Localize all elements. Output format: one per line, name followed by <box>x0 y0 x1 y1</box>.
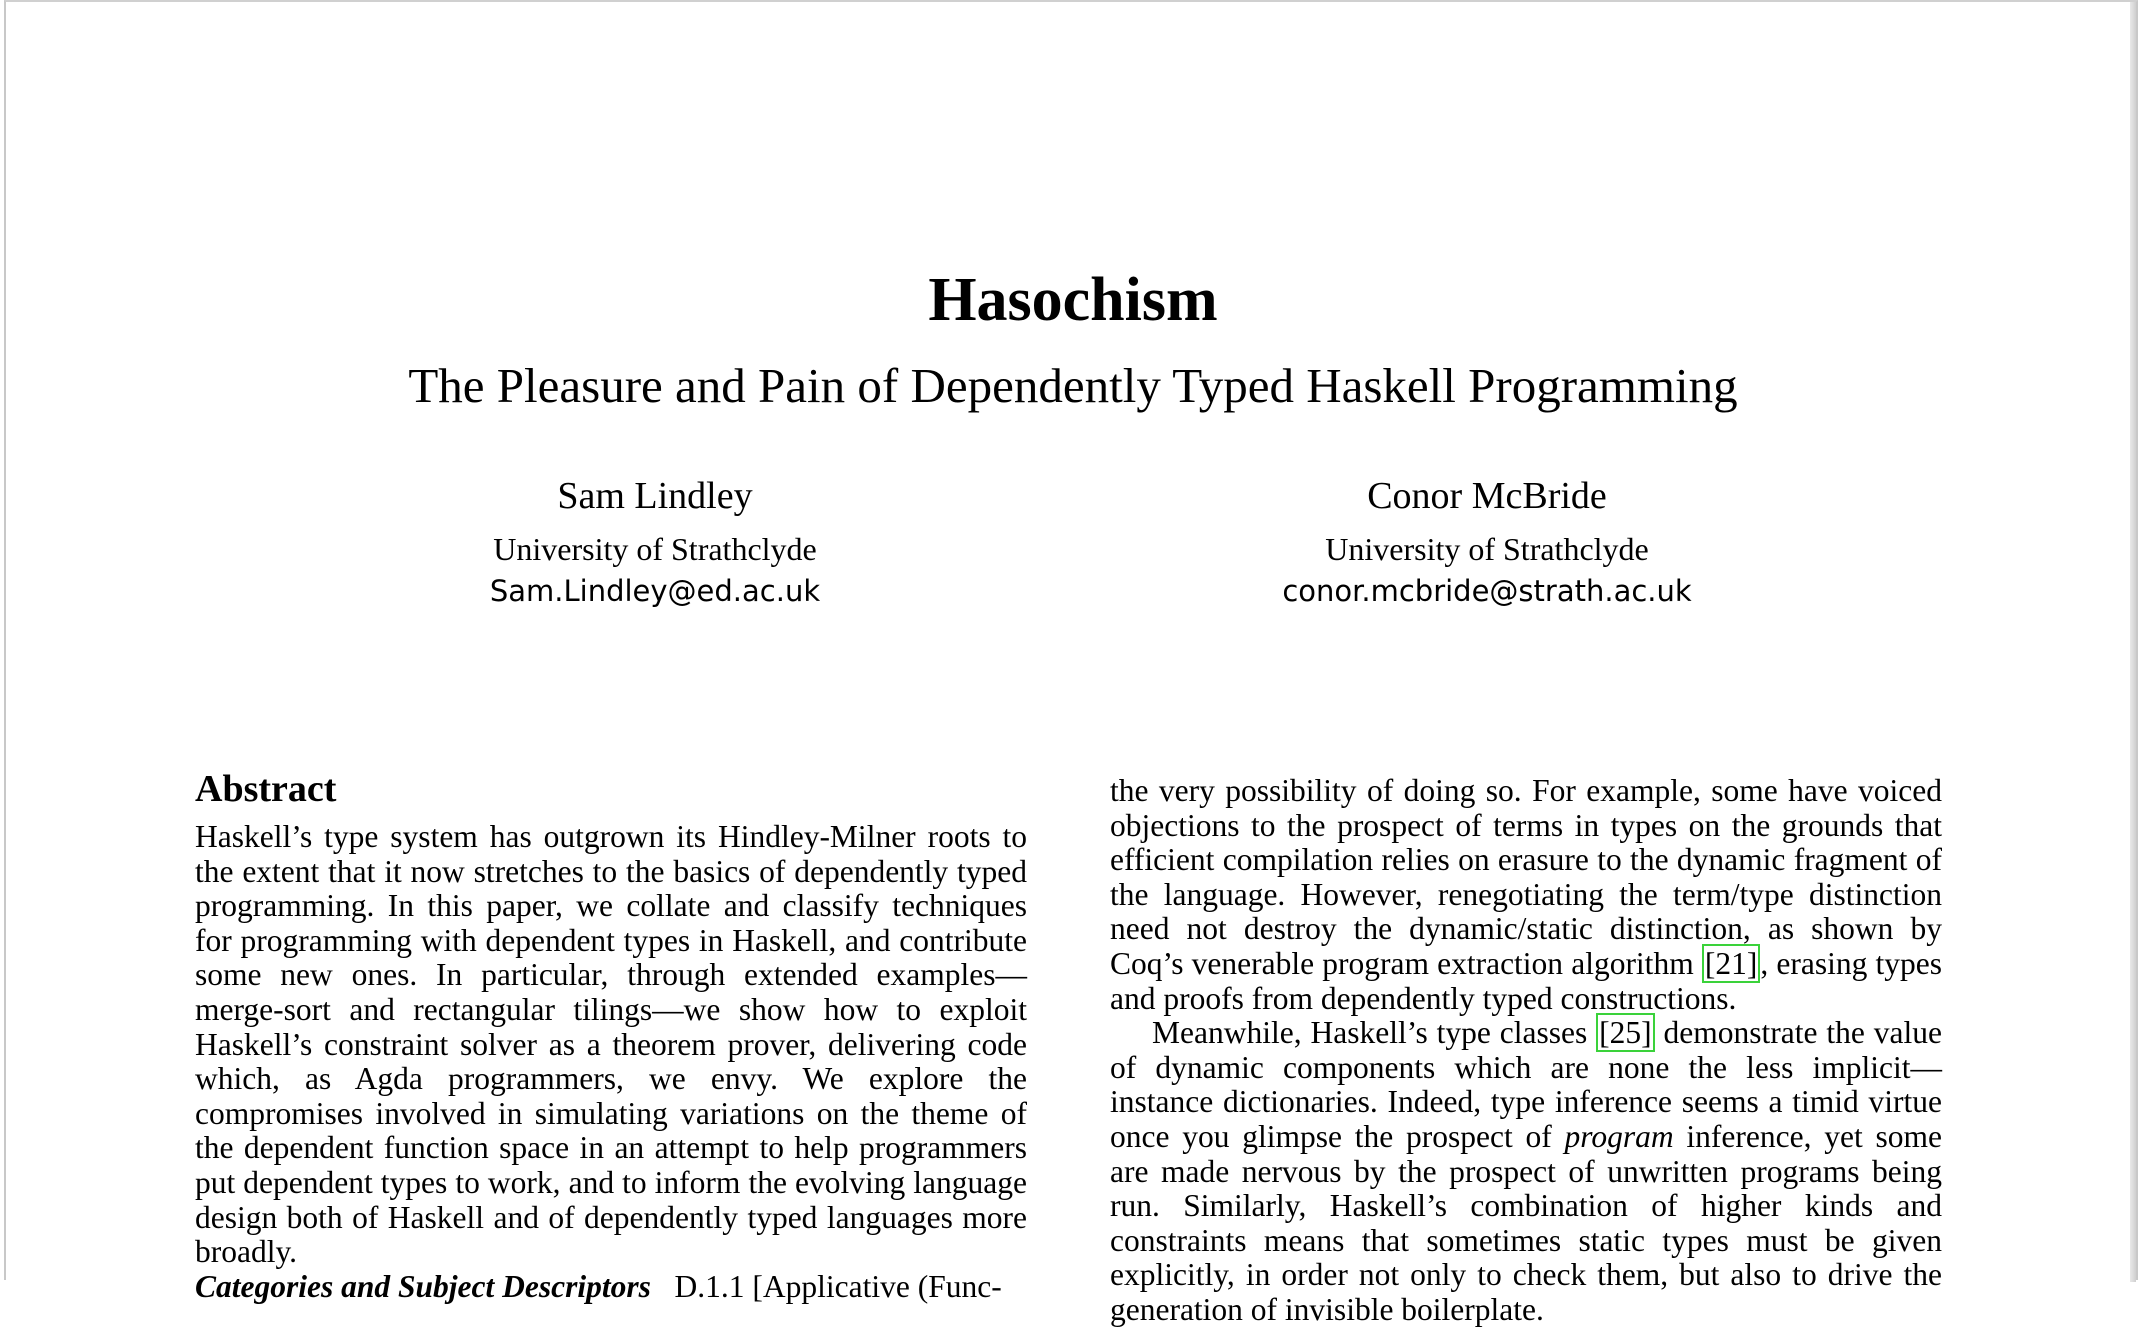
left-column <box>195 764 1027 1304</box>
author-affiliation: University of Strathclyde <box>493 531 817 567</box>
abstract-heading: Abstract <box>195 768 337 810</box>
abstract-text: Haskell’s type system has outgrown its Hindley-Milner roots to the extent that it now stretches to the basics of dependently typed programming. In this paper, we collate and classify techniques for programming with dependent types in Haskell, and contribute some new ones. In particular, through extended examples—merge-sort and rectangular tilings—we show how to exploit Haskell’s constraint solver as a theorem prover, delivering code which, as Agda programmers, we envy. We explore the compromises involved in simulating variations on the theme of the dependent function space in an attempt to help programmers put dependent types to work, and to inform the evolving language design both of Haskell and of dependently typed languages more broadly. <box>195 819 1027 1270</box>
author-block-2 <box>1137 470 1837 612</box>
author-email: conor.mcbride@strath.ac.uk <box>1282 574 1692 608</box>
emphasis-text: program <box>1564 1118 1674 1154</box>
categories-text: D.1.1 [Applicative (Func- <box>674 1268 1002 1304</box>
citation-link-25[interactable]: [25] <box>1596 1013 1654 1052</box>
paper-subtitle: The Pleasure and Pain of Dependently Typed Haskell Programming <box>408 358 1738 413</box>
author-email: Sam.Lindley@ed.ac.uk <box>489 574 821 608</box>
categories-lead: Categories and Subject Descriptors <box>195 1268 651 1304</box>
author-affiliation: University of Strathclyde <box>1325 531 1649 567</box>
author-name: Conor McBride <box>1367 475 1607 517</box>
paper-title: Hasochism <box>928 266 1218 334</box>
paragraph-text: Meanwhile, Haskell’s type classes <box>1152 1015 1588 1051</box>
paper-page <box>4 0 2138 1327</box>
citation-link-21[interactable]: [21] <box>1702 944 1760 983</box>
author-block-1 <box>305 470 1005 612</box>
body-paragraph-1 <box>1110 774 1942 1016</box>
categories-paragraph <box>195 1270 1027 1305</box>
paragraph-text: inference, yet some are made nervous by the prospect of unwritten programs being run. Similarly, Haskell’s combination of higher kinds and constraints means that sometimes static types must be given explicitly, in order not only to check them, but also to drive the generation of invisible boilerplate. <box>1110 1118 1942 1327</box>
right-column <box>1110 774 1942 1328</box>
paragraph-text: , erasing types and proofs from dependently typed constructions. <box>1110 945 1942 1016</box>
paragraph-text: the very possibility of doing so. For example, some have voiced objections to the prospect of terms in types on the grounds that efficient compilation relies on erasure to the dynamic fragment of the language. However, renegotiating the term/type distinction need not destroy the dynamic/static distinction, as shown by Coq’s venerable program extraction algorithm <box>1110 773 1942 981</box>
author-name: Sam Lindley <box>557 475 753 517</box>
page-edge-shadow <box>2130 2 2136 1282</box>
paragraph-text: demonstrate the value of dynamic components which are none the less implicit—instance dictionaries. Indeed, type inference seems a timid virtue once you glimpse the prospect of <box>1110 1015 1942 1154</box>
body-paragraph-2 <box>1110 1016 1942 1327</box>
